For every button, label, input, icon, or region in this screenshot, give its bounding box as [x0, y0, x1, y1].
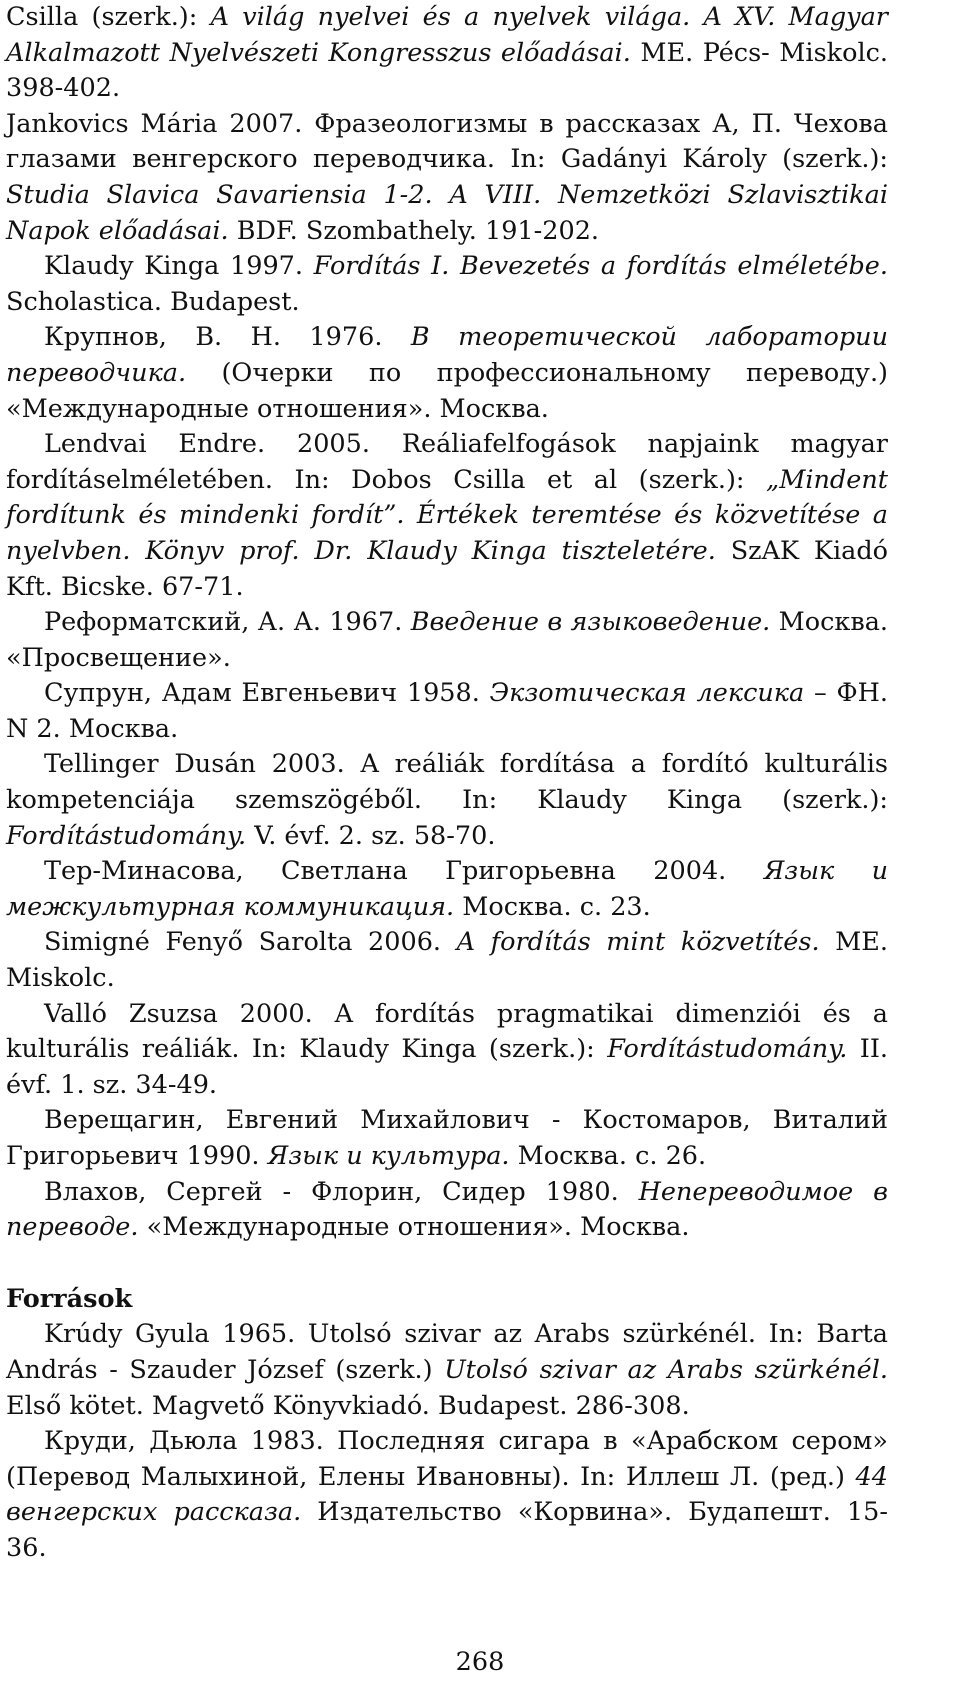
italic-title: Язык и межкультурная коммуникация. [6, 856, 889, 922]
entry-text: Simigné Fenyő Sarolta 2006. [44, 927, 457, 958]
reference-entry [6, 1175, 888, 1246]
sources-list [6, 1317, 888, 1566]
entry-text: Издательство «Корвина». Будапешт. 15- 36. [6, 1497, 888, 1563]
reference-entry [6, 854, 888, 925]
entry-text: Реформатский, А. А. 1967. [44, 607, 411, 638]
entry-text: ME. Miskolc. [6, 927, 889, 994]
entry-text: Valló Zsuzsa 2000. A fordítás pragmatikai dimenziói és a kulturális reáliák. In: Klaudy Kinga (szerk.): [6, 998, 888, 1065]
entry-text: Krúdy Gyula 1965. Utolsó szivar az Arabs szürkénél. In: Barta András - Szauder József (szerk.) [6, 1319, 888, 1385]
reference-entry [6, 747, 888, 854]
entry-text: Lendvai Endre. 2005. Reáliafelfogások napjaink magyar fordításelméletében. In: Dobos Csilla et al (szerk.): [6, 429, 888, 495]
entry-text: V. évf. 2. sz. 58-70. [246, 820, 496, 851]
entry-text: SzAK Kiadó Kft. Bicske. 67-71. [6, 535, 888, 602]
italic-title: Язык и культура. [267, 1141, 510, 1171]
entry-text: Scholastica. Budapest. [6, 286, 300, 317]
entry-text: Jankovics Mária 2007. Фразеологизмы в рассказах А, П. Чехова глазами венгерского переводчика. In: Gadányi Károly (szerk.): [6, 108, 888, 175]
entry-text: Klaudy Kinga 1997. [44, 251, 314, 282]
entry-text: Влахов, Сергей - Флорин, Сидер 1980. [44, 1176, 639, 1207]
entry-text: II. évf. 1. sz. 34-49. [6, 1034, 888, 1100]
italic-title: A fordítás mint közvetítés. [456, 927, 820, 958]
italic-title: Непереводимое в переводе. [6, 1176, 888, 1243]
reference-entry [6, 107, 888, 249]
reference-entry [6, 0, 888, 107]
reference-list [6, 0, 888, 1246]
italic-title: Fordítástudomány. [607, 1034, 848, 1065]
entry-text: Tellinger Dusán 2003. A reáliák fordítása a fordító kulturális kompetenciája szemszögéből. In: Klaudy Kinga (szerk.): [6, 749, 888, 816]
italic-title: Введение в языковедение. [410, 607, 771, 638]
entry-text: Круди, Дьюла 1983. Последняя сигара в «Арабском сером» (Перевод Малыхиной, Елены Ивановны). In: Иллеш Л. (ред.) [6, 1426, 888, 1492]
reference-entry [6, 1103, 888, 1174]
italic-title: A világ nyelvei és a nyelvek világa. A XV. Magyar Alkalmazott Nyelvészeti Kongresszus előadásai. [6, 2, 888, 68]
reference-entry [6, 320, 888, 427]
reference-entry [6, 249, 888, 320]
italic-title: Fordítástudomány. [6, 820, 247, 851]
italic-title: Studia Slavica Savariensia 1-2. A VIII. Nemzetközi Szlavisztikai Napok előadásai. [6, 179, 888, 246]
entry-text: (Очерки по профессиональному переводу.) «Международные отношения». Москва. [6, 357, 888, 424]
reference-entry [6, 925, 888, 996]
entry-text: Москва. «Просвещение». [6, 607, 889, 673]
entry-text: Тер-Минасова, Светлана Григорьевна 2004. [44, 856, 764, 887]
italic-title: 44 венгерских рассказа. [6, 1461, 888, 1528]
source-entry [6, 1317, 888, 1424]
entry-text: BDF. Szombathely. 191-202. [228, 215, 600, 246]
italic-title: Экзотическая лексика [489, 678, 805, 709]
entry-text: Верещагин, Евгений Михайлович - Костомаров, Виталий Григорьевич 1990. [6, 1105, 888, 1171]
entry-text: ME. Pécs- Miskolc. 398-402. [6, 37, 888, 104]
italic-title: Utolsó szivar az Arabs szürkénél. [444, 1354, 888, 1385]
reference-entry [6, 605, 888, 676]
entry-text: – ФН. N 2. Москва. [6, 678, 888, 744]
reference-entry [6, 997, 888, 1104]
italic-title: В теоретической лаборатории переводчика. [6, 322, 889, 388]
reference-entry [6, 427, 888, 605]
entry-text: Крупнов, В. Н. 1976. [44, 322, 411, 353]
source-entry [6, 1424, 888, 1566]
italic-title: Fordítás I. Bevezetés a fordítás elméletébe. [313, 251, 888, 282]
document-body [6, 0, 888, 1567]
page-number: 268 [455, 1647, 505, 1677]
entry-text: Супрун, Адам Евгеньевич 1958. [44, 678, 490, 709]
entry-text: Első kötet. Magvető Könyvkiadó. Budapest. 286-308. [6, 1390, 690, 1421]
entry-text: Москва. с. 26. [509, 1141, 707, 1171]
entry-text: «Международные отношения». Москва. [138, 1212, 690, 1243]
italic-title: „Mindent fordítunk és mindenki fordít”. Értékek teremtése és közvetítése a nyelvben. Könyv prof. Dr. Klaudy Kinga tiszteletére. [6, 464, 888, 566]
entry-text: Csilla (szerk.): [6, 2, 211, 32]
sources-heading: Források [6, 1283, 133, 1314]
entry-text: Москва. с. 23. [454, 891, 651, 922]
reference-entry [6, 676, 888, 747]
